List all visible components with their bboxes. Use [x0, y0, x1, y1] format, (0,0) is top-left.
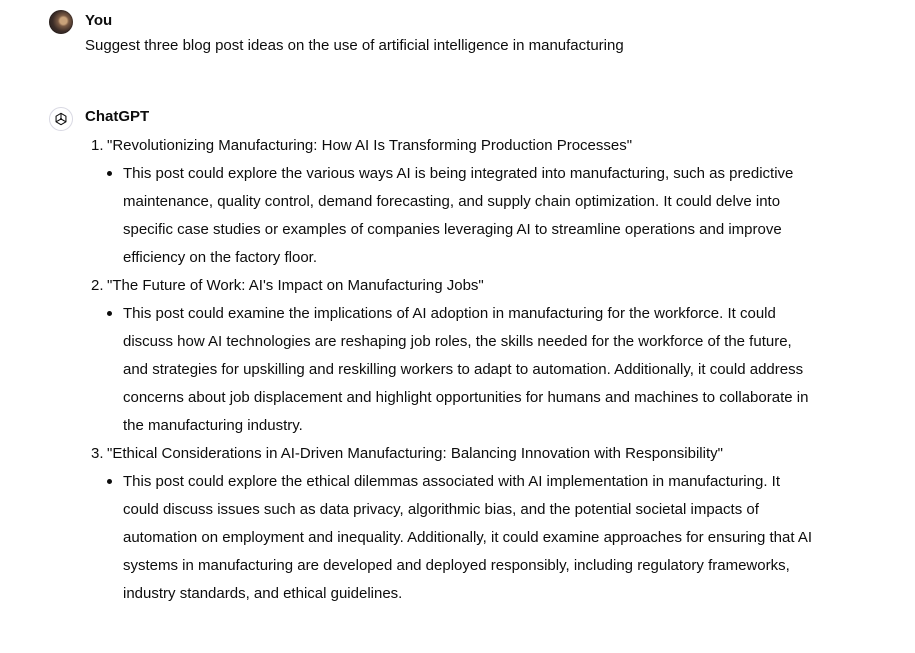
bullet-dot [107, 311, 112, 316]
idea-title: "The Future of Work: AI's Impact on Manufacturing Jobs" [107, 277, 484, 294]
blog-ideas-list [85, 132, 815, 608]
user-author-name: You [85, 12, 113, 29]
idea-detail-list [107, 300, 815, 440]
idea-detail-list [107, 468, 815, 608]
idea-item-3 [85, 440, 815, 608]
idea-detail-item [107, 468, 815, 608]
idea-number: 3. [91, 445, 104, 462]
assistant-author-name: ChatGPT [85, 108, 150, 125]
idea-description: This post could examine the implications of AI adoption in manufacturing for the workforce. It could discuss how AI technologies are reshaping job roles, the skills needed for the workforce of the future, and strategies for upskilling and reskilling workers to adapt to automation. Additionally, it could address concerns about job displacement and highlight opportunities for humans and machines to collaborate in the manufacturing industry. [123, 305, 809, 434]
idea-item-1 [85, 132, 815, 272]
idea-description: This post could explore the various ways AI is being integrated into manufacturing, such as predictive maintenance, quality control, demand forecasting, and supply chain optimization. It could delve into specific case studies or examples of companies leveraging AI to streamline operations and improve efficiency on the factory floor. [123, 165, 794, 266]
idea-detail-item [107, 160, 815, 272]
bullet-dot [107, 171, 112, 176]
openai-logo-icon [53, 111, 69, 127]
idea-description: This post could explore the ethical dilemmas associated with AI implementation in manufacturing. It could discuss issues such as data privacy, algorithmic bias, and the potential societal impacts of automation on employment and inequality. Additionally, it could examine approaches for ensuring that AI systems in manufacturing are developed and deployed responsibly, including regulatory frameworks, industry standards, and ethical guidelines. [123, 473, 813, 602]
idea-title: "Revolutionizing Manufacturing: How AI Is Transforming Production Processes" [107, 137, 633, 154]
idea-detail-item [107, 300, 815, 440]
assistant-answer [85, 132, 815, 608]
idea-number: 2. [91, 277, 104, 294]
idea-number: 1. [91, 137, 104, 154]
user-avatar [49, 10, 73, 34]
idea-title: "Ethical Considerations in AI-Driven Manufacturing: Balancing Innovation with Responsibility" [107, 445, 723, 462]
user-message-text: Suggest three blog post ideas on the use of artificial intelligence in manufacturing [85, 37, 624, 54]
bullet-dot [107, 479, 112, 484]
idea-item-2 [85, 272, 815, 440]
idea-detail-list [107, 160, 815, 272]
assistant-avatar [49, 107, 73, 131]
